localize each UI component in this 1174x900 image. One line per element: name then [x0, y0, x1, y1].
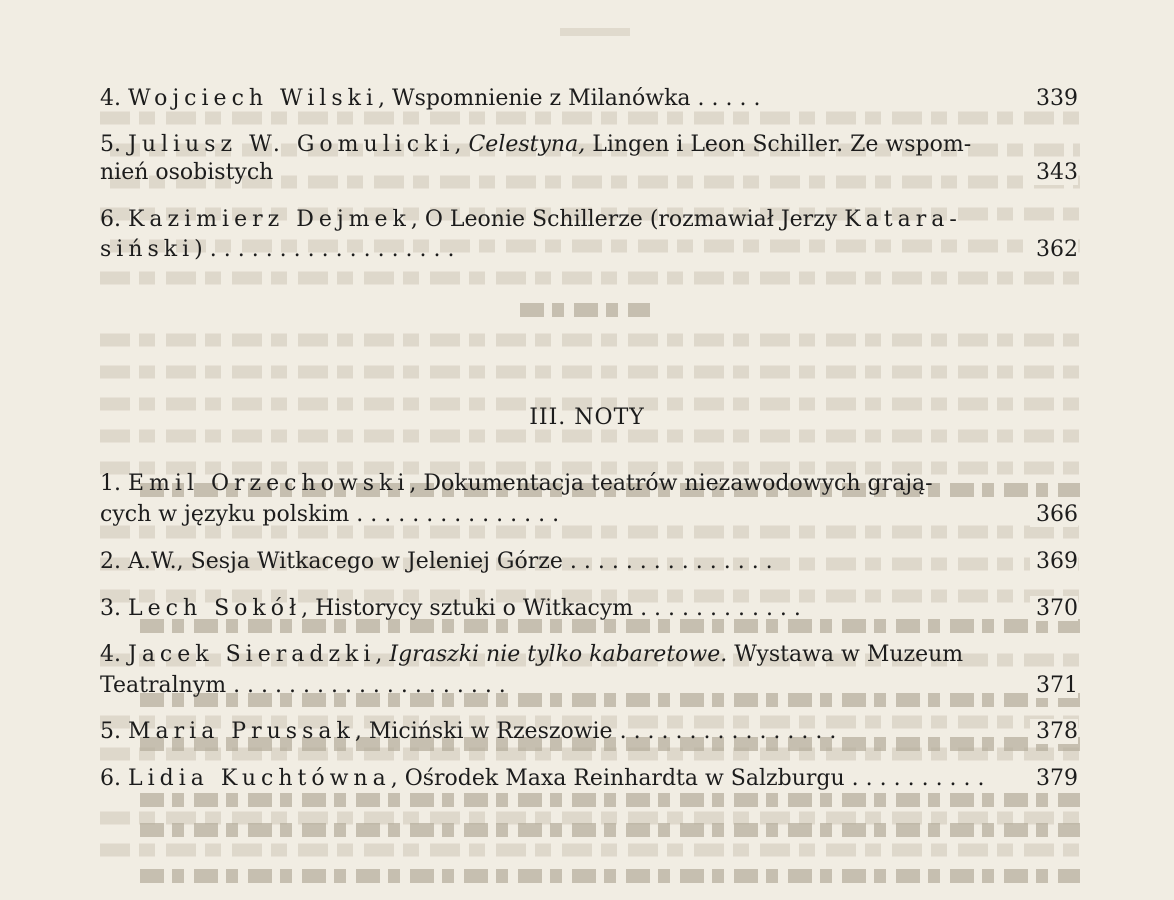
entry-title-continuation: nień osobistych [100, 160, 274, 185]
toc-line: 4. Jacek Sieradzki, Igraszki nie tylko kabaretowe. Wystawa w Muzeum [100, 642, 964, 667]
leader-dots: . . . . . . . . . . . . . . . . . . [202, 237, 455, 262]
entry-author: Maria Prussak [128, 719, 355, 744]
toc-line: 5. Maria Prussak, Miciński w Rzeszowie . . . . . . . . . . . . . . . . 378 [100, 719, 1078, 744]
toc-line-continuation [100, 673, 1078, 698]
toc-line-continuation [100, 160, 1078, 185]
entry-title: Dokumentacja teatrów niezawodowych grają- [423, 471, 933, 496]
page-number: 371 [1030, 673, 1078, 698]
entry-title-continuation: ) [194, 237, 203, 262]
toc-line: 6. Kazimierz Dejmek, O Leonie Schillerze (rozmawiał Jerzy Katara- [100, 207, 962, 232]
page-number: 379 [1030, 766, 1078, 791]
entry-author: Lech Sokół [128, 596, 302, 621]
toc-line: 1. Emil Orzechowski, Dokumentacja teatrów niezawodowych grają- [100, 471, 933, 496]
entry-title: Historycy sztuki o Witkacym [315, 596, 634, 621]
entry-title: Wystawa w Muzeum [727, 642, 964, 667]
entry-number: 4. [100, 642, 121, 667]
toc-line: 4. Wojciech Wilski, Wspomnienie z Milanówka . . . . . 339 [100, 86, 1078, 111]
entry-title-italic: Celestyna, [468, 132, 586, 157]
entry-author: Lidia Kuchtówna [128, 766, 391, 791]
entry-title: Lingen i Leon Schiller. Ze wspom- [585, 132, 972, 157]
page-number: 343 [1030, 160, 1078, 185]
entry-author: Juliusz W. Gomulicki [128, 132, 455, 157]
entry-author: Wojciech Wilski [128, 86, 379, 111]
section-heading: III. NOTY [529, 405, 645, 430]
page-number: 362 [1030, 237, 1078, 262]
entry-author: Jacek Sieradzki [128, 642, 376, 667]
leader-dots: . . . . . . . . . . . . . . . . . . . . [226, 673, 506, 698]
entry-number: 6. [100, 207, 121, 232]
entry-title: O Leonie Schillerze (rozmawiał Jerzy [424, 207, 838, 232]
entry-title: Miciński w Rzeszowie [368, 719, 613, 744]
entry-number: 3. [100, 596, 121, 621]
toc-line-continuation [100, 237, 1078, 262]
entry-title: Sesja Witkacego w Jeleniej Górze [190, 549, 563, 574]
toc-line: 5. Juliusz W. Gomulicki, Celestyna, Lingen i Leon Schiller. Ze wspom- [100, 132, 972, 157]
leader-dots: . . . . . . . . . . . . [633, 596, 801, 621]
entry-number: 4. [100, 86, 121, 111]
entry-title-continuation: cych w języku polskim [100, 502, 350, 527]
toc-line: 3. Lech Sokół, Historycy sztuki o Witkacym . . . . . . . . . . . . 370 [100, 596, 1078, 621]
entry-number: 1. [100, 471, 121, 496]
leader-dots: . . . . . [690, 86, 761, 111]
entry-title-continuation: Teatralnym [100, 673, 227, 698]
entry-author: A.W. [128, 549, 177, 574]
toc-line-continuation [100, 502, 1078, 527]
page-number: 378 [1030, 719, 1078, 744]
entry-author: Kazimierz Dejmek [128, 207, 411, 232]
page-number: 366 [1030, 502, 1078, 527]
entry-number: 5. [100, 132, 121, 157]
entry-number: 2. [100, 549, 121, 574]
leader-dots: . . . . . . . . . . . . . . . . [612, 719, 837, 744]
leader-dots: . . . . . . . . . . . . . . . [349, 502, 560, 527]
leader-dots: . . . . . . . . . . [844, 766, 985, 791]
page-number: 370 [1030, 596, 1078, 621]
entry-title: Wspomnienie z Milanówka [392, 86, 691, 111]
interviewer-name-continuation: siński [100, 237, 195, 262]
interviewer-name: Katara- [844, 207, 962, 232]
entry-author: Emil Orzechowski [128, 471, 410, 496]
toc-line: 2. A.W., Sesja Witkacego w Jeleniej Górze . . . . . . . . . . . . . . . 369 [100, 549, 1078, 574]
page-number: 339 [1030, 86, 1078, 111]
entry-number: 5. [100, 719, 121, 744]
page-number: 369 [1030, 549, 1078, 574]
entry-number: 6. [100, 766, 121, 791]
entry-title-italic: Igraszki nie tylko kabaretowe. [389, 642, 728, 667]
entry-title: Ośrodek Maxa Reinhardta w Salzburgu [404, 766, 845, 791]
leader-dots: . . . . . . . . . . . . . . . [562, 549, 773, 574]
toc-line: 6. Lidia Kuchtówna, Ośrodek Maxa Reinhardta w Salzburgu . . . . . . . . . . 379 [100, 766, 1078, 791]
